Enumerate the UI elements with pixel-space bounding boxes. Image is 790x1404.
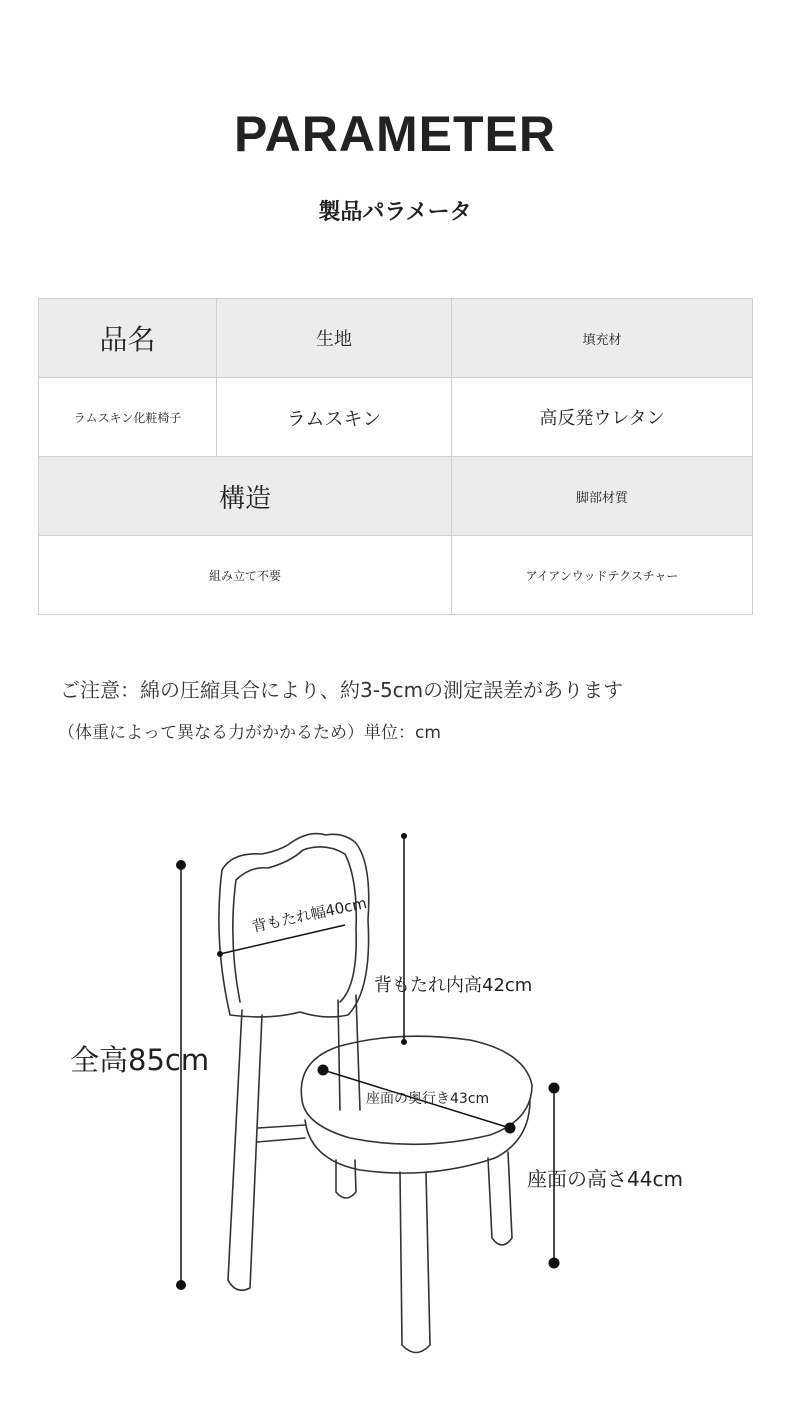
- total-height-bottom-dot: [176, 1280, 186, 1290]
- spec-table: [38, 298, 753, 615]
- spec-header-product-name: 品名: [39, 299, 217, 378]
- seat-depth-end-dot: [505, 1123, 516, 1134]
- spec-header-row: [39, 457, 753, 536]
- unit-note: （体重によって異なる力がかかるため）単位：cm: [58, 723, 441, 743]
- backrest-height-top-dot: [401, 833, 407, 839]
- seat-depth-label: 座面の奥行き43cm: [366, 1091, 490, 1107]
- backrest-width-dot: [217, 951, 223, 957]
- spec-header-filling: 填充材: [452, 299, 753, 378]
- spec-value-product-name: ラムスキン化粧椅子: [39, 378, 217, 457]
- seat-side: [305, 1100, 530, 1173]
- chair-diagram: [0, 780, 790, 1380]
- total-height-label: 全高85cm: [70, 1043, 210, 1077]
- seat-depth-start-dot: [318, 1065, 329, 1076]
- spec-header-fabric: 生地: [217, 299, 452, 378]
- spec-header-structure: 構造: [39, 457, 452, 536]
- spec-value-fabric: ラムスキン: [217, 378, 452, 457]
- spec-value-row: [39, 536, 753, 615]
- backrest-height-bottom-dot: [401, 1039, 407, 1045]
- back-left-leg: [228, 1010, 262, 1290]
- seat-height-top-dot: [549, 1083, 560, 1094]
- leg-stretcher: [257, 1125, 305, 1142]
- spec-value-structure: 組み立て不要: [39, 536, 452, 615]
- spec-value-row: [39, 378, 753, 457]
- seat-height-bottom-dot: [549, 1258, 560, 1269]
- spec-value-filling: 高反発ウレタン: [452, 378, 753, 457]
- page-subtitle: 製品パラメータ: [318, 200, 472, 225]
- spec-header-leg-material: 脚部材質: [452, 457, 753, 536]
- backrest-width-label: 背もたれ幅40cm: [250, 893, 369, 936]
- page-title: PARAMETER: [234, 106, 556, 162]
- total-height-top-dot: [176, 860, 186, 870]
- front-leg: [400, 1172, 430, 1353]
- spec-header-row: [39, 299, 753, 378]
- right-leg: [488, 1152, 512, 1245]
- seat-height-label: 座面の高さ44cm: [527, 1167, 683, 1191]
- spec-value-leg-material: アイアンウッドテクスチャー: [452, 536, 753, 615]
- backrest-inner-height-label: 背もたれ内高42cm: [374, 975, 533, 996]
- measurement-note: ご注意：綿の圧縮具合により、約3-5cmの測定誤差があります: [60, 678, 624, 702]
